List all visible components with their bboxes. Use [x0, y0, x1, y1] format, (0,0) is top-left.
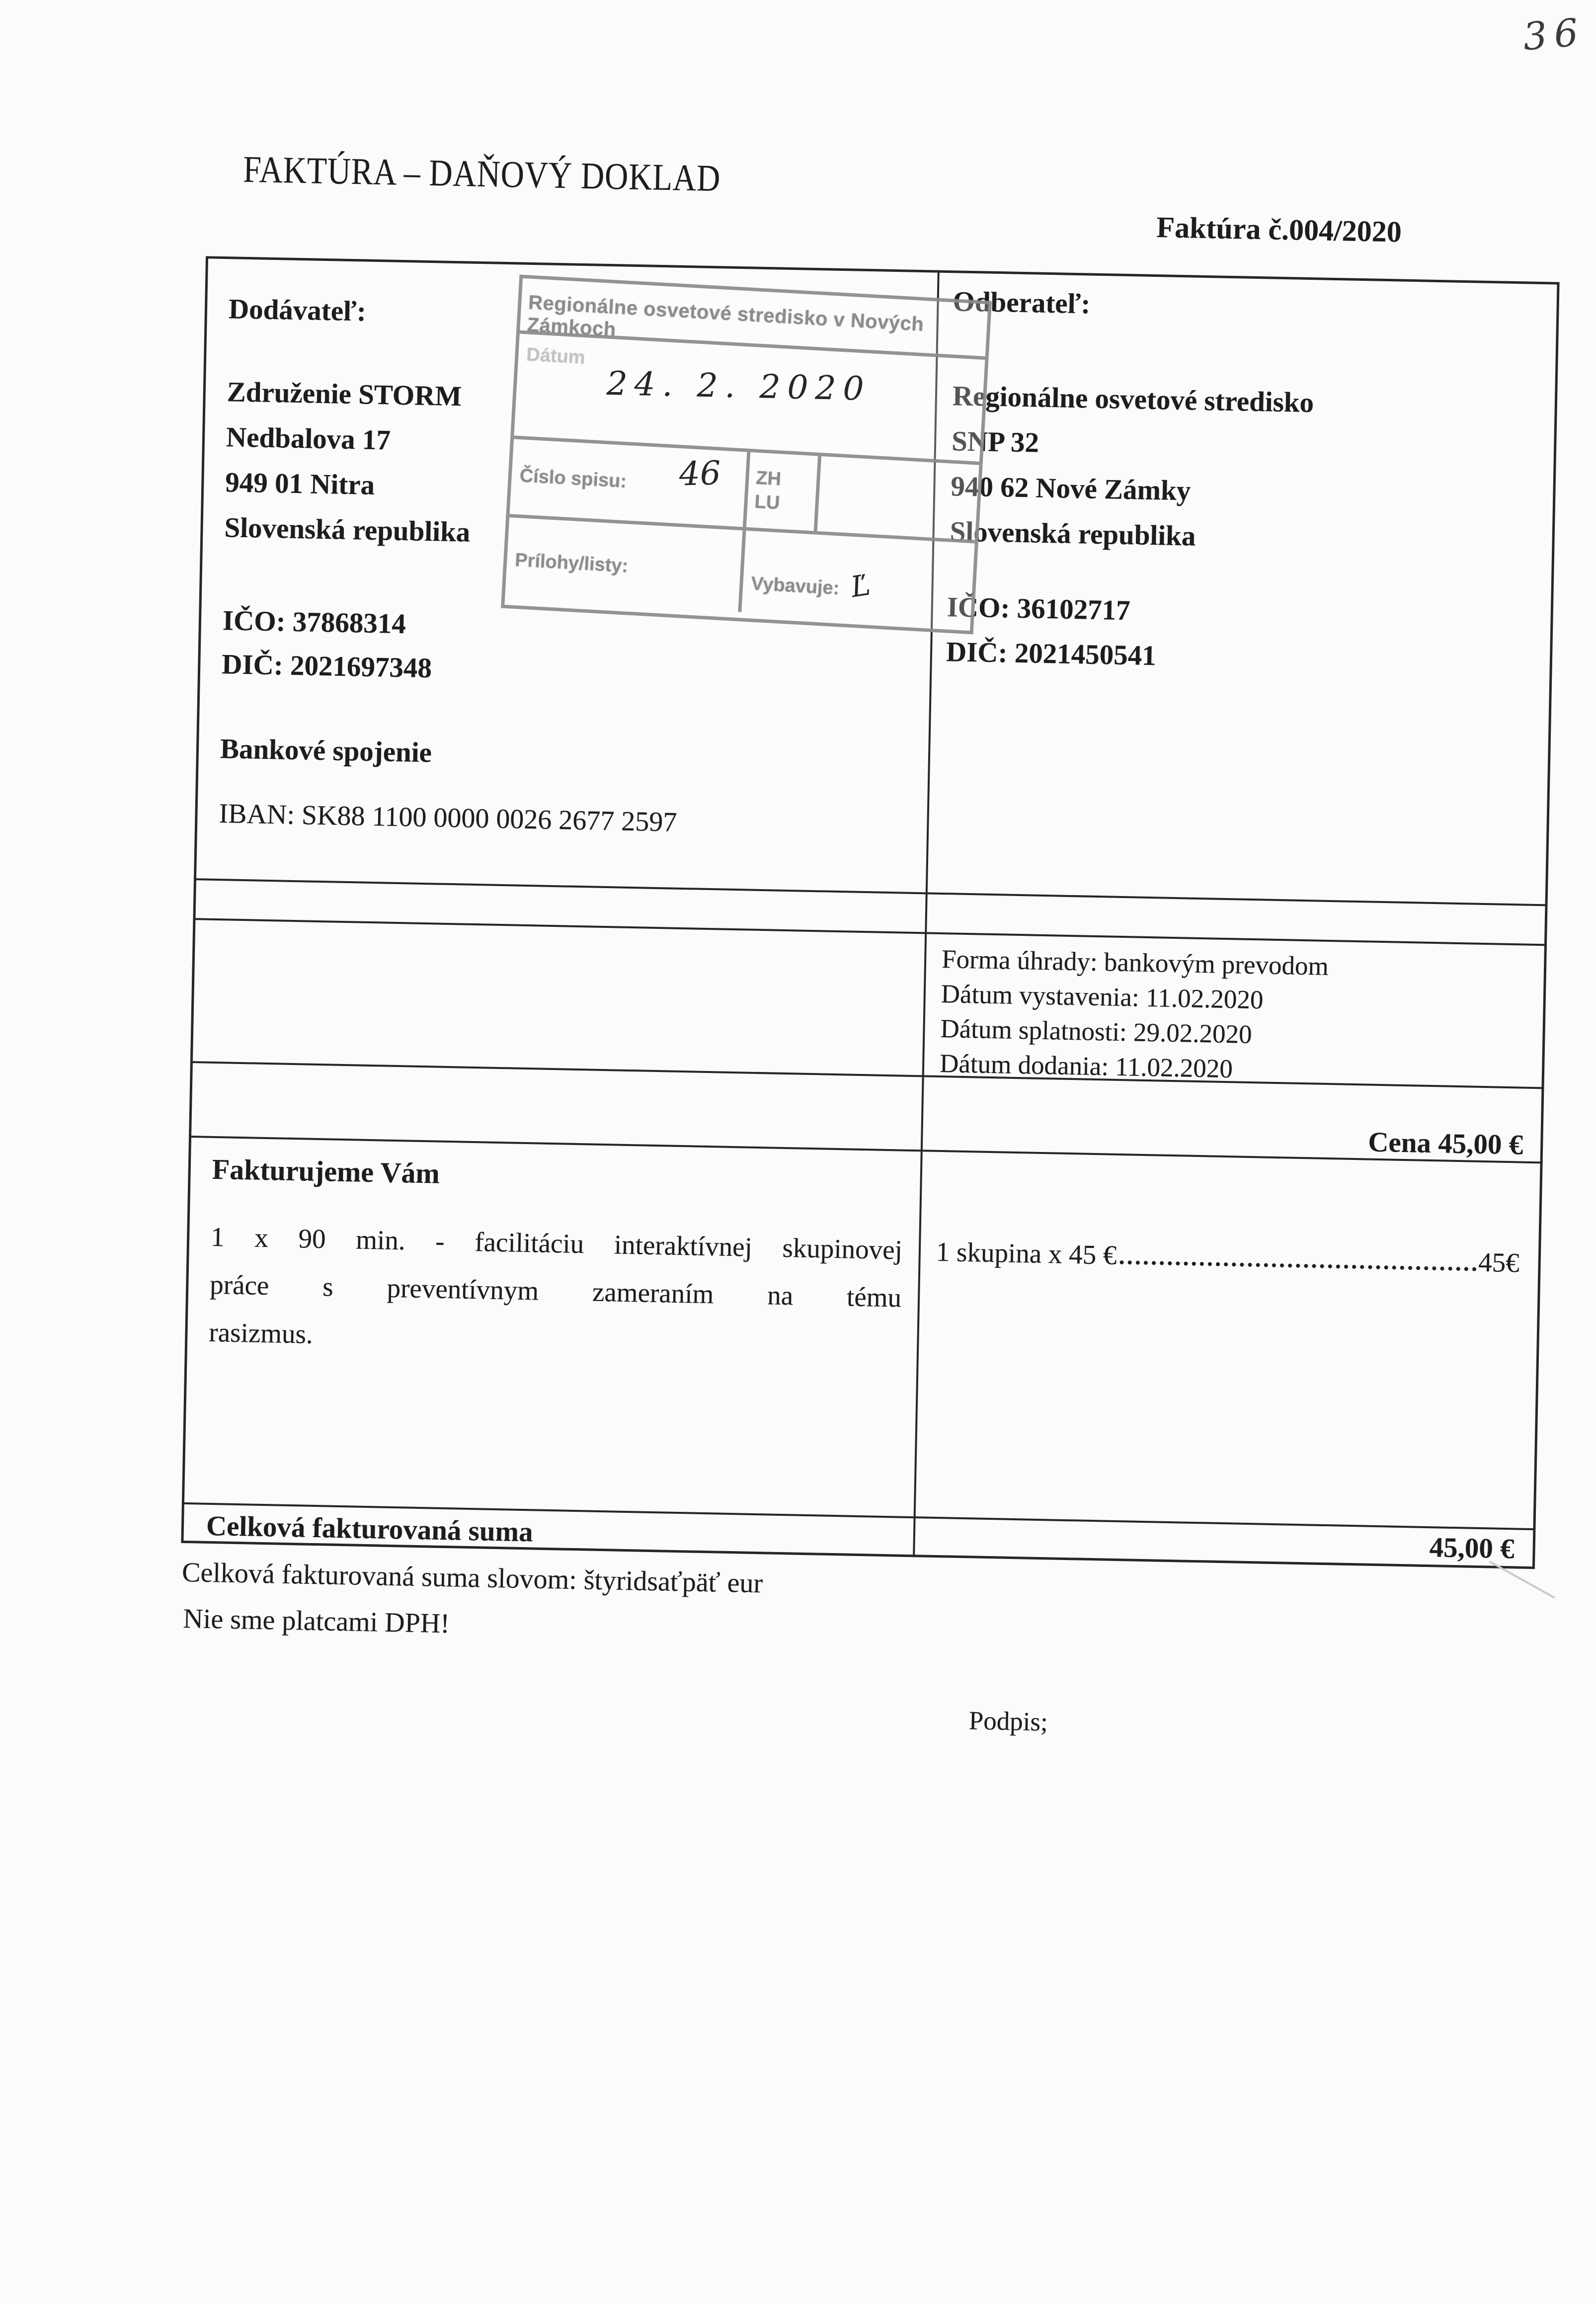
stamp-date-label: Dátum	[526, 344, 586, 369]
supplier-heading: Dodávateľ:	[228, 293, 367, 328]
payment-issue-date: Dátum vystavenia: 11.02.2020	[941, 980, 1264, 1015]
stamp-file-label: Číslo spisu:	[519, 465, 628, 493]
stamp-handler-handwritten: Ľ	[848, 568, 873, 604]
handwritten-page-number: 36	[1521, 9, 1587, 59]
invoice-number: Faktúra č.004/2020	[1156, 211, 1402, 248]
price-label: Cena 45,00 €	[1367, 1126, 1523, 1161]
item-description	[209, 1213, 903, 1370]
stamp-handler-label: Vybavuje:	[750, 573, 840, 599]
bank-heading: Bankové spojenie	[220, 733, 432, 769]
total-label: Celková fakturovaná suma	[206, 1510, 534, 1548]
stamp-attachments-cell	[505, 517, 742, 612]
total-in-words: Celková fakturovaná suma slovom: štyridsaťpäť eur	[181, 1557, 763, 1599]
iban-line: IBAN: SK88 1100 0000 0026 2677 2597	[218, 798, 677, 838]
supplier-address	[224, 369, 474, 555]
document-title: FAKTÚRA – DAŇOVÝ DOKLAD	[242, 148, 721, 200]
stamp-code-line1: ZH	[755, 467, 782, 490]
supplier-ico: IČO: 37868314	[222, 605, 406, 640]
stamp-file-handwritten: 46	[678, 454, 721, 494]
item-description-line2: práce s preventívnym zameraním na tému	[209, 1269, 902, 1313]
item-qty-text: 1 skupina x 45 €	[936, 1236, 1117, 1270]
vat-note: Nie sme platcami DPH!	[182, 1603, 450, 1640]
supplier-street: Nedbalova 17	[226, 421, 391, 456]
customer-name: Regionálne osvetové stredisko	[952, 380, 1314, 419]
customer-city: 940 62 Nové Zámky	[950, 471, 1191, 507]
stamp-file-cell	[510, 439, 747, 527]
signature-label: Podpis;	[968, 1706, 1048, 1737]
customer-heading: Odberateľ:	[953, 286, 1091, 320]
customer-dic: DIČ: 2021450541	[946, 636, 1157, 672]
item-description-line1: 1 x 90 min. - facilitáciu interaktívnej skupinovej	[210, 1221, 903, 1265]
supplier-name: Združenie STORM	[227, 376, 462, 412]
supplier-dic: DIČ: 2021697348	[221, 649, 432, 684]
item-amount: 45€	[1478, 1246, 1520, 1278]
customer-street: SNP 32	[951, 425, 1039, 459]
payment-block	[940, 942, 1329, 1088]
item-description-line3: rasizmus.	[208, 1317, 314, 1349]
registry-stamp	[501, 274, 992, 634]
supplier-city: 949 01 Nitra	[225, 467, 375, 501]
items-heading: Fakturujeme Vám	[212, 1152, 440, 1190]
payment-due-date: Dátum splatnosti: 29.02.2020	[940, 1014, 1253, 1050]
stamp-attachments-label: Prílohy/listy:	[514, 549, 629, 577]
supplier-country: Slovenská republika	[224, 512, 471, 548]
total-amount: 45,00 €	[1429, 1532, 1515, 1565]
payment-delivery-date: Dátum dodania: 11.02.2020	[939, 1049, 1233, 1084]
customer-address	[950, 373, 1314, 561]
stamp-handler-cell	[738, 530, 974, 625]
stamp-date-handwritten: 24. 2. 2020	[606, 364, 872, 408]
dot-leader	[1119, 1260, 1476, 1271]
customer-ico: IČO: 36102717	[947, 591, 1131, 627]
payment-method: Forma úhrady: bankovým prevodom	[941, 945, 1329, 981]
customer-country: Slovenská republika	[950, 516, 1196, 552]
stamp-header-text: Regionálne osvetové stredisko v Nových Zámkoch	[520, 278, 988, 360]
stamp-code-line2: LU	[754, 491, 781, 513]
stamp-code-cell	[743, 452, 821, 531]
